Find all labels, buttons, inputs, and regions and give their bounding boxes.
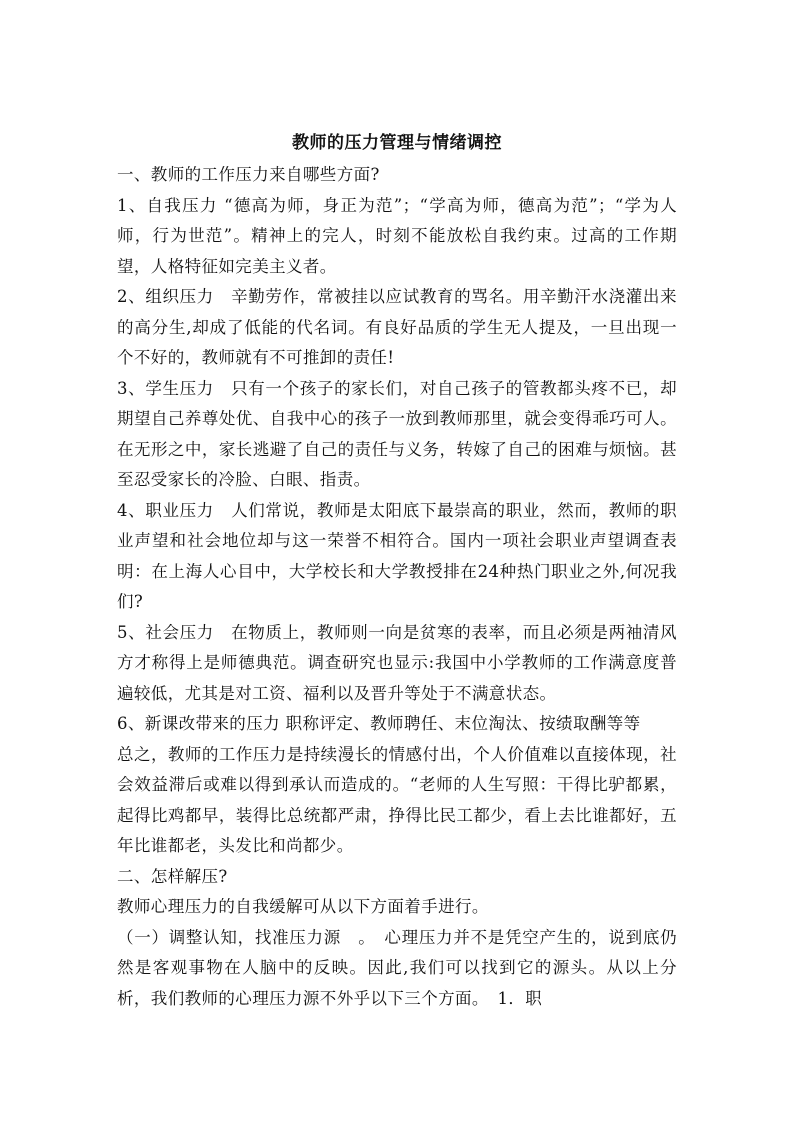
paragraph-social-pressure: 5、社会压力 在物质上，教师则一向是贫寒的表率，而且必须是两袖清风方才称得上是师德典范。调查研究也显示:我国中小学教师的工作满意度普遍较低，尤其是对工资、福利以及晋升等处于不满意状态。	[117, 622, 677, 703]
section-heading-relief: 二、怎样解压?	[117, 866, 228, 886]
paragraph-relief-intro: 教师心理压力的自我缓解可从以下方面着手进行。	[117, 897, 489, 916]
paragraph-career-pressure: 4、职业压力 人们常说，教师是太阳底下最崇高的职业，然而，教师的职业声望和社会地位却与这一荣誉不相符合。国内一项社会职业声望调查表明：在上海人心目中，大学校长和大学教授排在24种热门职业之外,何况我们?	[117, 500, 677, 611]
document-page	[117, 126, 677, 1014]
paragraph-student-pressure: 3、学生压力 只有一个孩子的家长们，对自己孩子的管教都头疼不已，却期望自己养尊处优、自我中心的孩子一放到教师那里，就会变得乖巧可人。在无形之中，家长逃避了自己的责任与义务，转嫁了自己的困难与烦恼。甚至忍受家长的冷脸、白眼、指责。	[117, 378, 677, 489]
paragraph-summary: 总之，教师的工作压力是持续漫长的情感付出，个人价值难以直接体现，社会效益滞后或难以得到承认而造成的。“老师的人生写照：干得比驴都累，起得比鸡都早，装得比总统都严肃，挣得比民工都少，看上去比谁都好，五年比谁都老，头发比和尚都少。	[117, 744, 677, 855]
paragraph-self-pressure: 1、自我压力 “德高为师，身正为范”；“学高为师，德高为范”；“学为人师，行为世范”。精神上的完人，时刻不能放松自我约束。过高的工作期望，人格特征如完美主义者。	[117, 195, 677, 276]
paragraph-organization-pressure: 2、组织压力 辛勤劳作，常被挂以应试教育的骂名。用辛勤汗水浇灌出来的高分生,却成了低能的代名词。有良好品质的学生无人提及，一旦出现一个不好的，教师就有不可推卸的责任!	[117, 287, 677, 367]
section-heading-sources: 一、教师的工作压力来自哪些方面?	[117, 165, 380, 184]
paragraph-curriculum-pressure: 6、新课改带来的压力 职称评定、教师聘任、末位淘汰、按绩取酬等等	[117, 714, 641, 733]
paragraph-adjust-cognition: （一）调整认知，找准压力源 。 心理压力并不是凭空产生的，说到底仍然是客观事物在人脑中的反映。因此,我们可以找到它的源头。从以上分析，我们教师的心理压力源不外乎以下三个方面。 1．职	[117, 927, 677, 1008]
document-title: 教师的压力管理与情绪调控	[292, 133, 502, 153]
